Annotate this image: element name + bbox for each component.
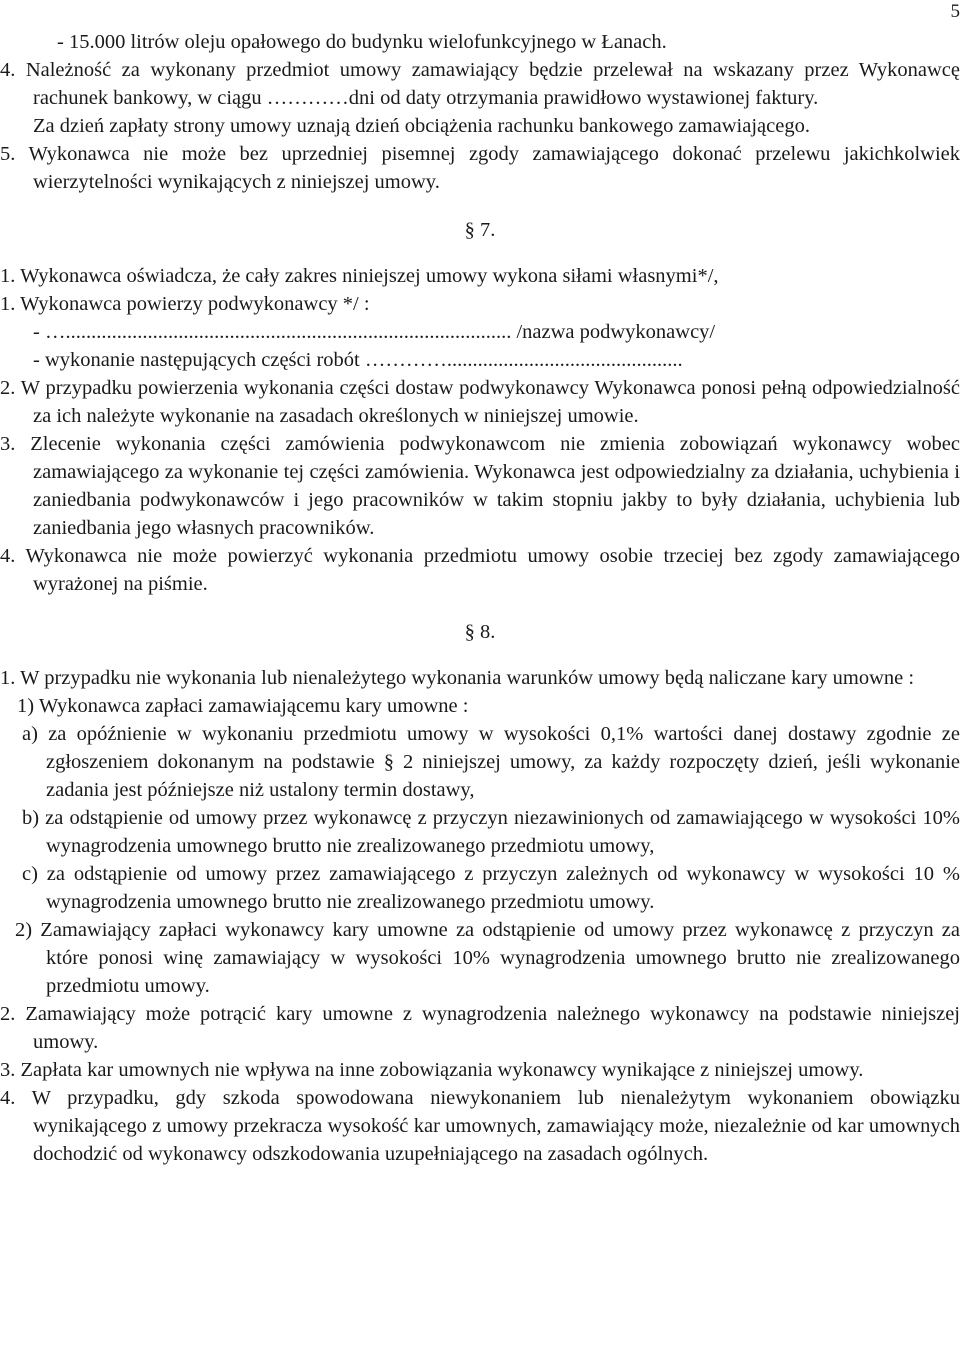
- section-8-paragraph-1: 1. W przypadku nie wykonania lub nienależytego wykonania warunków umowy będą naliczane kary umowne :: [0, 667, 915, 689]
- paragraph-fuel-item: - 15.000 litrów oleju opałowego do budynku wielofunkcyjnego w Łanach.: [57, 31, 667, 53]
- section-7-subcontractor-name: - …....................................................................................... /nazwa podwykonawcy/: [33, 321, 716, 343]
- paragraph-4-payment: 4. Należność za wykonany przedmiot umowy zamawiający będzie przelewał na wskazany przez Wykonawcę rachunek bankowy, w ciągu …………dni od daty otrzymania prawidłowo wystawionej faktury.: [0, 59, 960, 109]
- section-7-paragraph-1a: 1. Wykonawca oświadcza, że cały zakres niniejszej umowy wykona siłami własnymi*/,: [0, 265, 719, 287]
- section-8-paragraph-1-1-b: b) za odstąpienie od umowy przez wykonawcę z przyczyn niezawinionych od zamawiającego w wysokości 10% wynagrodzenia umownego brutto nie zrealizowanego przedmiotu umowy,: [22, 807, 960, 857]
- section-7-subcontractor-scope: - wykonanie następujących części robót …………..............................................: [33, 349, 683, 371]
- section-7-paragraph-2: 2. W przypadku powierzenia wykonania części dostaw podwykonawcy Wykonawca ponosi pełną odpowiedzialność za ich należyte wykonanie na zasadach określonych w niniejszej umowie.: [0, 377, 960, 427]
- section-8-paragraph-1-1-a: a) za opóźnienie w wykonaniu przedmiotu umowy w wysokości 0,1% wartości danej dostawy zgodnie ze zgłoszeniem dokonanym na podstawie § 2 niniejszej umowy, za każdy rozpoczęty dzień, jeśli wykonanie zadania jest późniejsze niż ustalony termin dostawy,: [22, 723, 960, 801]
- document-body: [0, 28, 960, 1168]
- section-8-paragraph-2: 2. Zamawiający może potrącić kary umowne z wynagrodzenia należnego wykonawcy na podstawie niniejszej umowy.: [0, 1003, 960, 1053]
- section-8-paragraph-1-1-c: c) za odstąpienie od umowy przez zamawiającego z przyczyn zależnych od wykonawcy w wysokości 10 % wynagrodzenia umownego brutto nie zrealizowanego przedmiotu umowy.: [22, 863, 960, 913]
- section-7-paragraph-4: 4. Wykonawca nie może powierzyć wykonania przedmiotu umowy osobie trzeciej bez zgody zamawiającego wyrażonej na piśmie.: [0, 545, 960, 595]
- section-8-paragraph-1-1: 1) Wykonawca zapłaci zamawiającemu kary umowne :: [17, 695, 469, 717]
- paragraph-4-payment-date: Za dzień zapłaty strony umowy uznają dzień obciążenia rachunku bankowego zamawiającego.: [33, 115, 810, 137]
- section-7-title: § 7.: [464, 219, 496, 241]
- section-8-title: § 8.: [464, 621, 496, 643]
- section-8-paragraph-3: 3. Zapłata kar umownych nie wpływa na inne zobowiązania wykonawcy wynikające z niniejszej umowy.: [0, 1059, 864, 1081]
- section-8-paragraph-4: 4. W przypadku, gdy szkoda spowodowana niewykonaniem lub nienależytym wykonaniem obowiązku wynikającego z umowy przekracza wysokość kar umownych, zamawiający może, niezależnie od kar umownych dochodzić od wykonawcy odszkodowania uzupełniającego na zasadach ogólnych.: [0, 1087, 960, 1165]
- section-8-paragraph-1-2: 2) Zamawiający zapłaci wykonawcy kary umowne za odstąpienie od umowy przez wykonawcę z przyczyn za które ponosi winę zamawiający w wysokości 10% wynagrodzenia umownego brutto nie zrealizowanego przedmiotu umowy.: [15, 919, 960, 997]
- section-7-paragraph-1b: 1. Wykonawca powierzy podwykonawcy */ :: [0, 293, 370, 315]
- page-number: 5: [950, 1, 960, 22]
- section-7-paragraph-3: 3. Zlecenie wykonania części zamówienia podwykonawcom nie zmienia zobowiązań wykonawcy wobec zamawiającego za wykonanie tej części zamówienia. Wykonawca jest odpowiedzialny za działania, uchybienia i zaniedbania podwykonawców i jego pracowników w takim stopniu jakby to były działania, uchybienia lub zaniedbania jego własnych pracowników.: [0, 433, 960, 539]
- paragraph-5-transfer: 5. Wykonawca nie może bez uprzedniej pisemnej zgody zamawiającego dokonać przelewu jakichkolwiek wierzytelności wynikających z niniejszej umowy.: [0, 143, 960, 193]
